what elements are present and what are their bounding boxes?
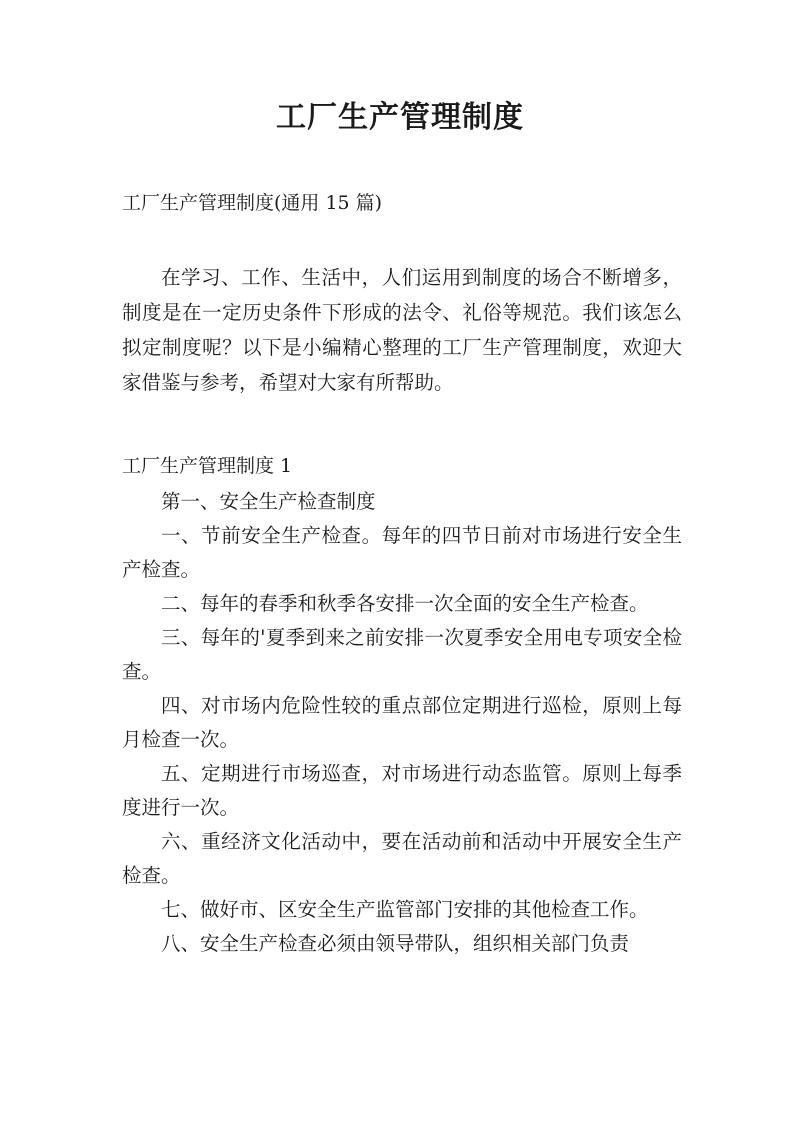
body-paragraph: 五、定期进行市场巡查，对市场进行动态监管。原则上每季度进行一次。 — [122, 762, 682, 819]
document-title: 工厂生产管理制度 — [276, 100, 524, 135]
body-paragraph: 八、安全生产检查必须由领导带队，组织相关部门负责 — [161, 932, 630, 955]
document-subtitle: 工厂生产管理制度(通用 15 篇) — [122, 192, 383, 214]
intro-paragraph: 在学习、工作、生活中，人们运用到制度的场合不断增多，制度是在一定历史条件下形成的法令、礼俗等规范。我们该怎么拟定制度呢？以下是小编精心整理的工厂生产管理制度，欢迎大家借鉴与参考，希望对大家有所帮助。 — [122, 266, 682, 394]
section-heading: 工厂生产管理制度 1 — [122, 455, 293, 477]
intro-section — [122, 260, 682, 400]
body-paragraph: 二、每年的春季和秋季各安排一次全面的安全生产检查。 — [161, 592, 649, 615]
body-paragraph: 七、做好市、区安全生产监管部门安排的其他检查工作。 — [161, 898, 649, 921]
body-paragraph: 四、对市场内危险性较的重点部位定期进行巡检，原则上每月检查一次。 — [122, 694, 682, 751]
body-paragraph: 六、重经济文化活动中，要在活动前和活动中开展安全生产检查。 — [122, 830, 682, 887]
body-paragraph: 三、每年的'夏季到来之前安排一次夏季安全用电专项安全检查。 — [122, 626, 682, 683]
body-paragraph: 第一、安全生产检查制度 — [161, 490, 376, 513]
body-paragraph: 一、节前安全生产检查。每年的四节日前对市场进行安全生产检查。 — [122, 524, 682, 581]
body-section — [122, 485, 682, 961]
